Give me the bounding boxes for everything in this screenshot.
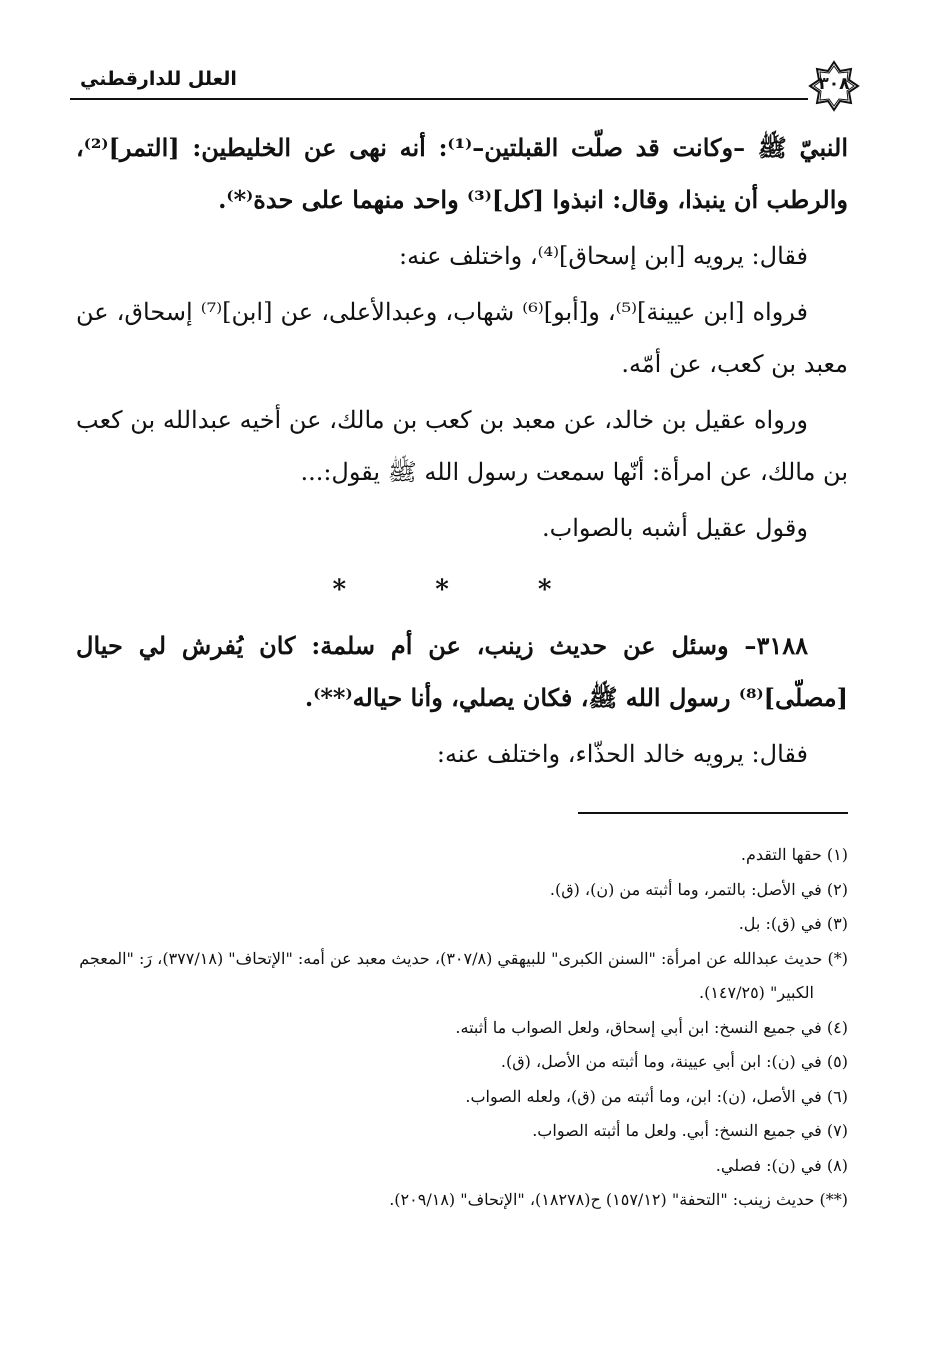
footnote-3: (٣) في (ق): بل. xyxy=(738,914,848,933)
verdict: وقول عقيل أشبه بالصواب. xyxy=(542,514,808,542)
page-number: ٣٠٨ xyxy=(818,74,850,94)
header-rule xyxy=(70,98,808,100)
page-number-badge xyxy=(808,60,860,112)
footnote-1: (١) حقها التقدم. xyxy=(740,845,848,864)
footnote-8: (٨) في (ن): فصلي. xyxy=(715,1155,848,1175)
running-header xyxy=(70,60,860,110)
footnote-7: (٧) في جميع النسخ: أبي. ولعل ما أثبته الصواب. xyxy=(532,1121,848,1140)
footnote-4: (٤) في جميع النسخ: ابن أبي إسحاق، ولعل الصواب ما أثبته. xyxy=(455,1017,848,1037)
footnote-double-star: (**) حديث زينب: "التحفة" (١٥٧/١٢) ح(١٨٢٧٨)، "الإتحاف" (٢٠٩/١٨). xyxy=(389,1190,848,1209)
footnotes xyxy=(76,838,848,1218)
footnote-5: (٥) في (ن): ابن أبي عيينة، وما أثبته من الأصل، (ق). xyxy=(500,1052,848,1071)
section-divider-stars: * * * xyxy=(332,575,592,605)
answer-intro: فقال: يرويه [ابن إسحاق]⁽⁴⁾، واختلف عنه: xyxy=(398,242,808,270)
hadith-text-continued: النبيّ ﷺ –وكانت قد صلّت القبلتين–⁽¹⁾: أنه نهى عن الخليطين: [التمر]⁽²⁾، والرطب أن ينبذا، وقال: انبذوا [كل]⁽³⁾ واحد منهما على حدة⁽*⁾. xyxy=(76,133,848,214)
footnote-6: (٦) في الأصل، (ن): ابن، وما أثبته من (ق)، ولعله الصواب. xyxy=(465,1086,848,1106)
main-text xyxy=(76,122,848,784)
footnote-2: (٢) في الأصل: بالتمر، وما أثبته من (ن)، (ق). xyxy=(549,879,848,899)
book-title: العلل للدارقطني xyxy=(80,68,237,90)
narration-chain-2: ورواه عقيل بن خالد، عن معبد بن كعب بن مالك، عن أخيه عبدالله بن كعب بن مالك، عن امرأة: أنّها سمعت رسول الله ﷺ يقول:... xyxy=(76,406,848,486)
narration-chain-1: فرواه [ابن عيينة]⁽⁵⁾، و[أبو]⁽⁶⁾ شهاب، وعبدالأعلى، عن [ابن]⁽⁷⁾ إسحاق، عن معبد بن كعب، عن أمّه. xyxy=(76,298,848,378)
footnote-star: (*) حديث عبدالله عن امرأة: "السنن الكبرى" للبيهقي (٣٠٧/٨)، حديث معبد عن أمه: "الإتحاف" (٣٧٧/١٨)، رَ: "المعجم الكبير" (١٤٧/٢٥). xyxy=(79,948,848,1002)
hadith-question-3188: ٣١٨٨– وسئل عن حديث زينب، عن أم سلمة: كان يُفرش لي حيال [مصلّى]⁽⁸⁾ رسول الله ﷺ، فكان يصلي، وأنا حياله⁽**⁾. xyxy=(76,631,848,712)
footnote-separator xyxy=(578,812,848,814)
answer-intro-3188: فقال: يرويه خالد الحذّاء، واختلف عنه: xyxy=(436,740,808,768)
